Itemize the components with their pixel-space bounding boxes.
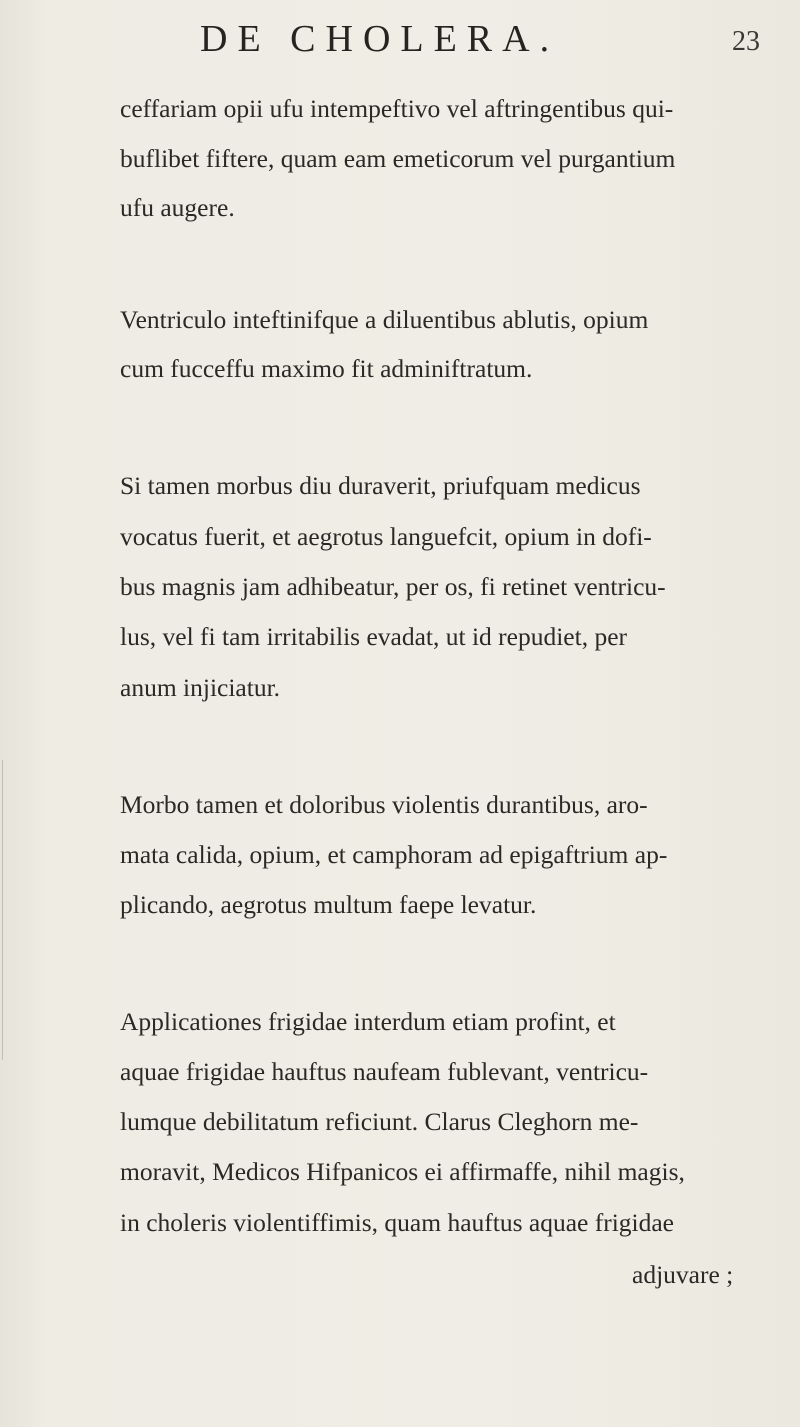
paragraph-5-line-2: aquae frigidae hauftus naufeam fublevant, ventricu-	[120, 1057, 649, 1086]
paragraph-1-line-3: ufu augere.	[120, 193, 235, 222]
paragraph-3-line-1: Si tamen morbus diu duraverit, priufquam medicus	[120, 471, 641, 500]
margin-rule	[2, 760, 3, 1060]
paragraph-3-line-5: anum injiciatur.	[120, 673, 281, 702]
paragraph-4-line-3: plicando, aegrotus multum faepe levatur.	[120, 890, 537, 919]
paragraph-3-line-4: lus, vel fi tam irritabilis evadat, ut id repudiet, per	[120, 622, 628, 651]
paragraph-5-line-1: Applicationes frigidae interdum etiam profint, et	[120, 1007, 616, 1036]
paragraph-3-line-2: vocatus fuerit, et aegrotus languefcit, opium in dofi-	[120, 522, 652, 551]
paragraph-5-line-5: in choleris violentiffimis, quam hauftus aquae frigidae	[120, 1208, 675, 1237]
paragraph-3-line-3: bus magnis jam adhibeatur, per os, fi retinet ventricu-	[120, 572, 666, 601]
paragraph-1-line-2: buflibet fiftere, quam eam emeticorum vel purgantium	[120, 144, 676, 173]
paragraph-1-line-1: ceffariam opii ufu intempeftivo vel aftringentibus qui-	[120, 94, 674, 123]
running-header: DE CHOLERA.	[200, 18, 560, 60]
paragraph-2-line-1: Ventriculo inteftinifque a diluentibus ablutis, opium	[120, 305, 649, 334]
page-number: 23	[732, 26, 760, 57]
paragraph-4-line-1: Morbo tamen et doloribus violentis durantibus, aro-	[120, 790, 648, 819]
paragraph-5-line-4: moravit, Medicos Hifpanicos ei affirmaffe, nihil magis,	[120, 1157, 685, 1186]
paragraph-5-line-6: adjuvare ;	[632, 1260, 734, 1289]
paragraph-5-line-3: lumque debilitatum reficiunt. Clarus Cleghorn me-	[120, 1107, 639, 1136]
paragraph-2-line-2: cum fucceffu maximo fit adminiftratum.	[120, 354, 533, 383]
paragraph-4-line-2: mata calida, opium, et camphoram ad epigaftrium ap-	[120, 840, 668, 869]
